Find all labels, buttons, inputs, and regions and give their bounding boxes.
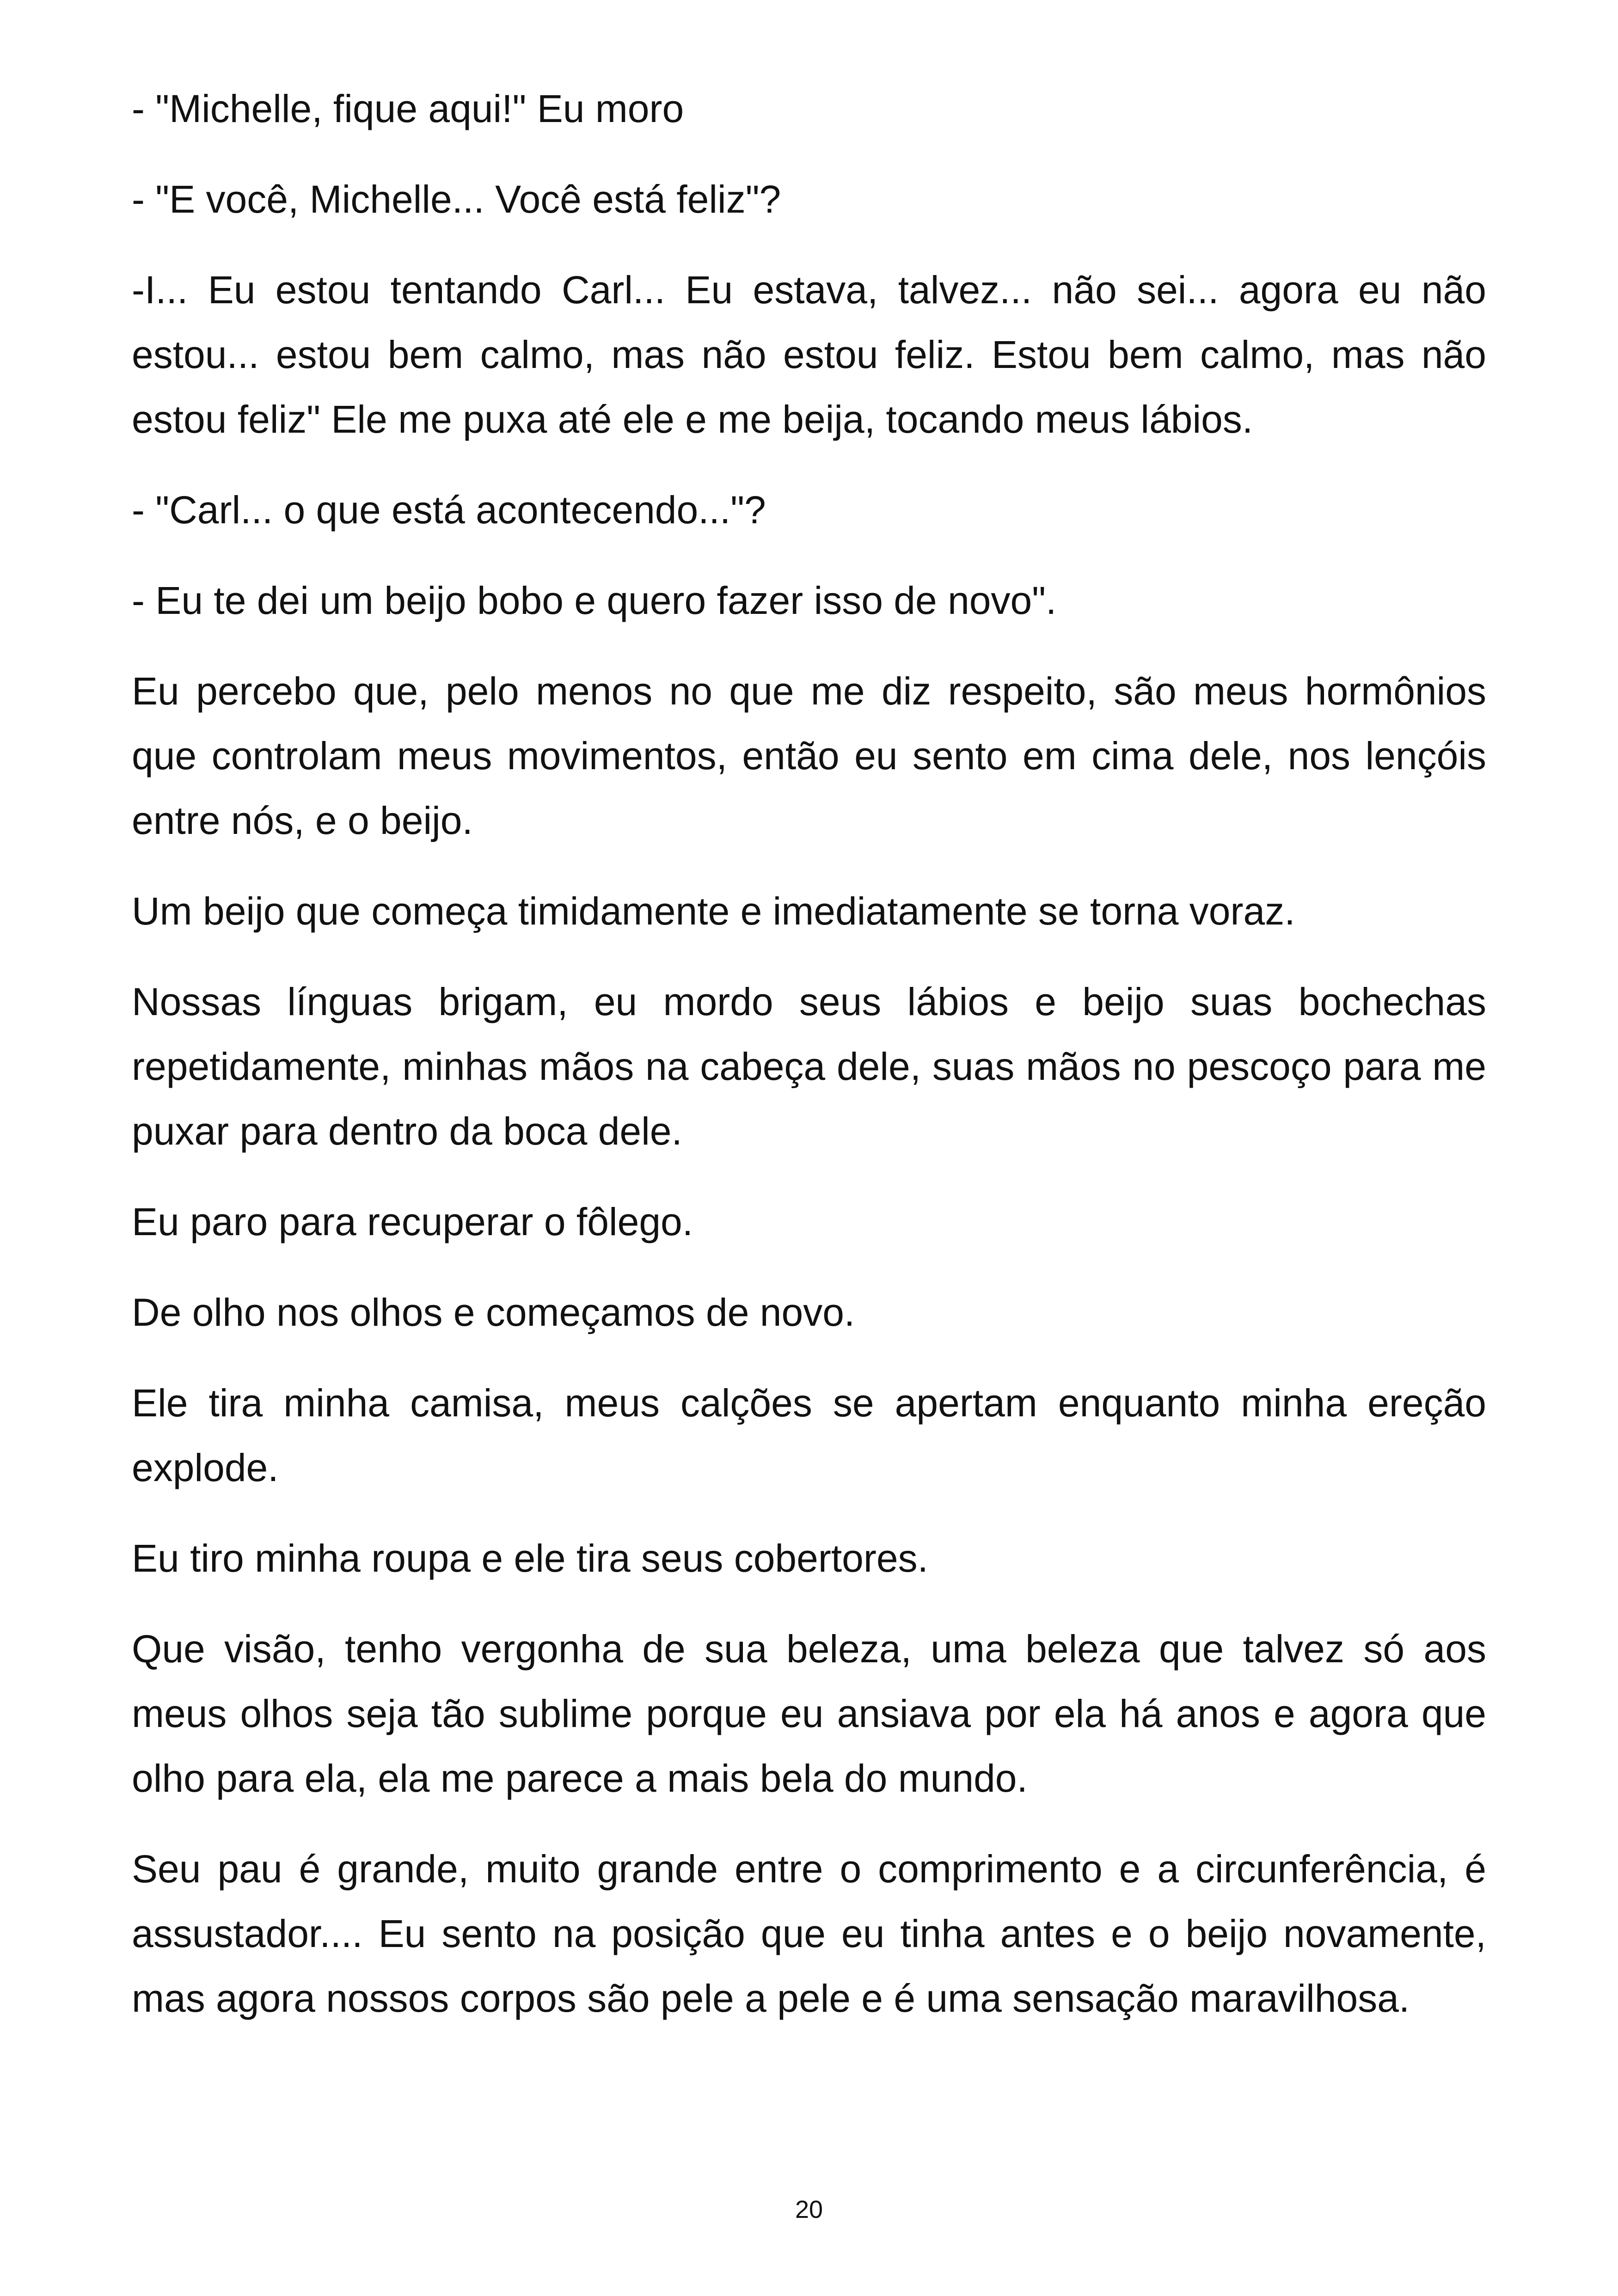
paragraph: De olho nos olhos e começamos de novo. <box>132 1291 855 1334</box>
paragraph: Ele tira minha camisa, meus calções se apertam enquanto minha ereção explode. <box>132 1381 1486 1489</box>
paragraph: Um beijo que começa timidamente e imediatamente se torna voraz. <box>132 889 1295 933</box>
paragraph: - "E você, Michelle... Você está feliz"? <box>132 178 781 221</box>
paragraph: Seu pau é grande, muito grande entre o comprimento e a circunferência, é assustador.... Eu sento na posição que eu tinha antes e o beijo novamente, mas agora nossos corpos são pele a pele e é uma sensação maravilhosa. <box>132 1847 1486 2020</box>
paragraph: -I... Eu estou tentando Carl... Eu estava, talvez... não sei... agora eu não estou... estou bem calmo, mas não estou feliz. Estou bem calmo, mas não estou feliz" Ele me puxa até ele e me beija, tocando meus lábios. <box>132 268 1486 441</box>
paragraph: Eu percebo que, pelo menos no que me diz respeito, são meus hormônios que controlam meus movimentos, então eu sento em cima dele, nos lençóis entre nós, e o beijo. <box>132 669 1486 842</box>
paragraph: Eu paro para recuperar o fôlego. <box>132 1200 693 1243</box>
page-body <box>132 76 1486 2203</box>
paragraph: Que visão, tenho vergonha de sua beleza, uma beleza que talvez só aos meus olhos seja tão sublime porque eu ansiava por ela há anos e agora que olho para ela, ela me parece a mais bela do mundo. <box>132 1627 1486 1800</box>
paragraph: - "Michelle, fique aqui!" Eu moro <box>132 87 684 130</box>
paragraph: - Eu te dei um beijo bobo e quero fazer isso de novo". <box>132 579 1057 622</box>
paragraph: Eu tiro minha roupa e ele tira seus cobertores. <box>132 1537 928 1580</box>
page-number: 20 <box>795 2196 823 2223</box>
paragraph: - "Carl... o que está acontecendo..."? <box>132 488 766 532</box>
paragraph: Nossas línguas brigam, eu mordo seus lábios e beijo suas bochechas repetidamente, minhas mãos na cabeça dele, suas mãos no pescoço para me puxar para dentro da boca dele. <box>132 980 1486 1153</box>
